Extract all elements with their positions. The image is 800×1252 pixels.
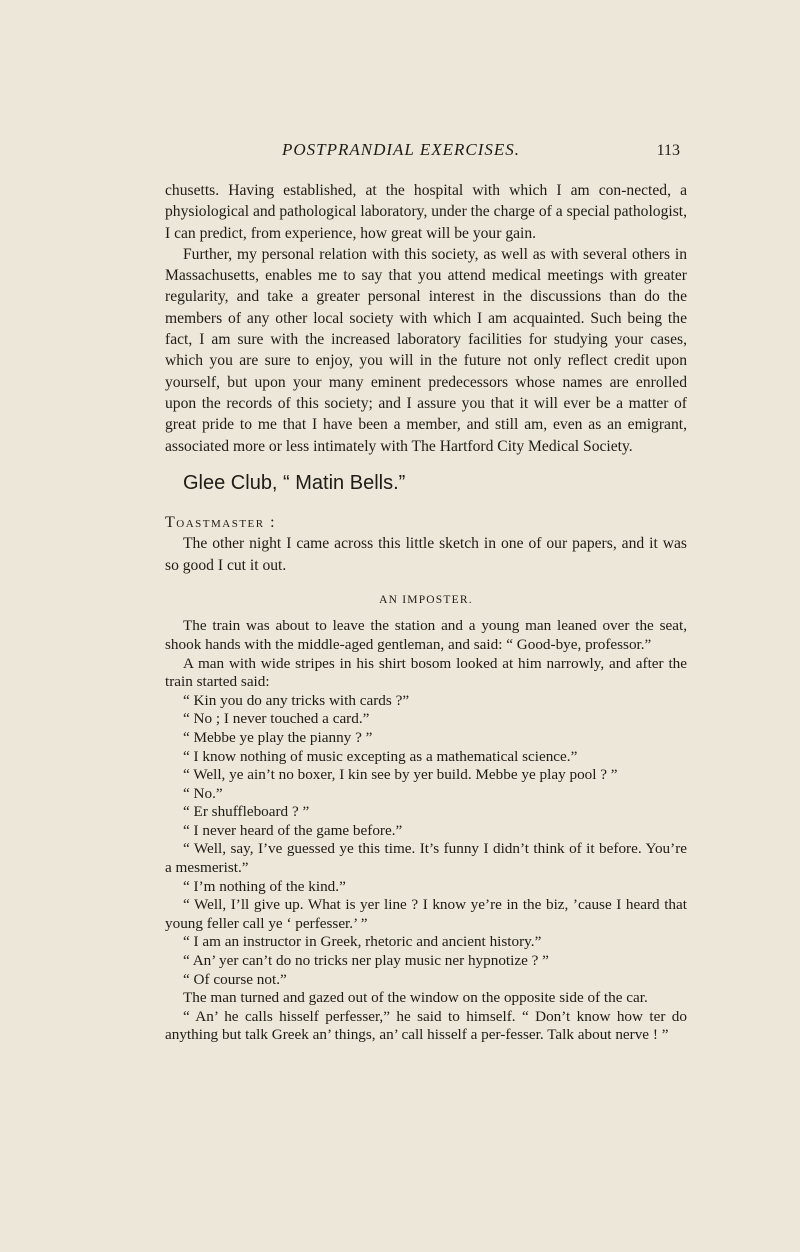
dialog-line: The man turned and gazed out of the window on the opposite side of the car. — [183, 989, 648, 1007]
running-title: POSTPRANDIAL EXERCISES. — [282, 140, 520, 159]
dialog-line: “ No ; I never touched a card.” — [183, 710, 370, 728]
dialog-line: “ No.” — [183, 784, 223, 802]
paragraph-further: Further, my personal relation with this society, as well as with several others in Massachusetts, enables me to say that you attend medical meetings with greater regularity, and take a greater personal interest in the discussions than do the members of any other local society with which I am acquainted. Such being the fact, I am sure with the increased laboratory facilities for studying your cases, which you are sure to enjoy, you will in the future not only reflect credit upon yourself, but upon your many eminent predecessors whose names are enrolled upon the records of this society; and I assure you that it will ever be a matter of great pride to me that I have been a member, and still am, even as an emigrant, associated more or less intimately with The Hartford City Medical Society. — [165, 245, 687, 455]
page-header — [250, 140, 680, 160]
dialog-line: The train was about to leave the station and a young man leaned over the seat, shook hands with the middle-aged gentleman, and said: “ Good-bye, professor.” — [165, 617, 687, 653]
dialog-line: “ Er shuffleboard ? ” — [183, 803, 310, 821]
dialog-line: “ Kin you do any tricks with cards ?” — [183, 691, 410, 709]
dialog-line: “ I’m nothing of the kind.” — [183, 877, 346, 895]
toastmaster-label: Toastmaster : — [165, 514, 277, 532]
dialog-line: “ An’ he calls hisself perfesser,” he said to himself. “ Don’t know how ter do anything but talk Greek an’ things, an’ call hisself a per-fesser. Talk about nerve ! ” — [165, 1007, 687, 1044]
dialog-line: “ Well, I’ll give up. What is yer line ? I know ye’re in the biz, ’cause I heard that young feller call ye ‘ perfesser.’ ” — [165, 896, 687, 932]
dialog-line: “ I am an instructor in Greek, rhetoric and ancient history.” — [183, 933, 542, 951]
dialog-line: “ I never heard of the game before.” — [183, 821, 403, 839]
paragraph-continuation: chusetts. Having established, at the hospital with which I am con-nected, a physiological and pathological laboratory, under the charge of a special pathologist, I can predict, from experience, how great will be your gain. — [165, 182, 687, 242]
dialog-line: “ An’ yer can’t do no tricks ner play music ner hypnotize ? ” — [183, 952, 549, 970]
dialog-line: “ Mebbe ye play the pianny ? ” — [183, 728, 373, 746]
glee-club-heading: Glee Club, “ Matin Bells.” — [183, 471, 406, 494]
sketch-intro: The other night I came across this little sketch in one of our papers, and it was so good I cut it out. — [165, 535, 687, 574]
dialog-line: “ Well, say, I’ve guessed ye this time. It’s funny I didn’t think of it before. You’re a mesmerist.” — [165, 840, 687, 877]
dialog-line: “ Well, ye ain’t no boxer, I kin see by yer build. Mebbe ye play pool ? ” — [183, 766, 618, 784]
dialog-line: A man with wide stripes in his shirt bosom looked at him narrowly, and after the train started said: — [165, 654, 687, 691]
page-body — [165, 180, 687, 1045]
page-number: 113 — [656, 142, 680, 159]
sketch-title: AN IMPOSTER. — [379, 594, 473, 607]
dialog-line: “ I know nothing of music excepting as a mathematical science.” — [183, 747, 578, 765]
dialog-line: “ Of course not.” — [183, 970, 287, 988]
sketch-dialog — [165, 617, 687, 1045]
